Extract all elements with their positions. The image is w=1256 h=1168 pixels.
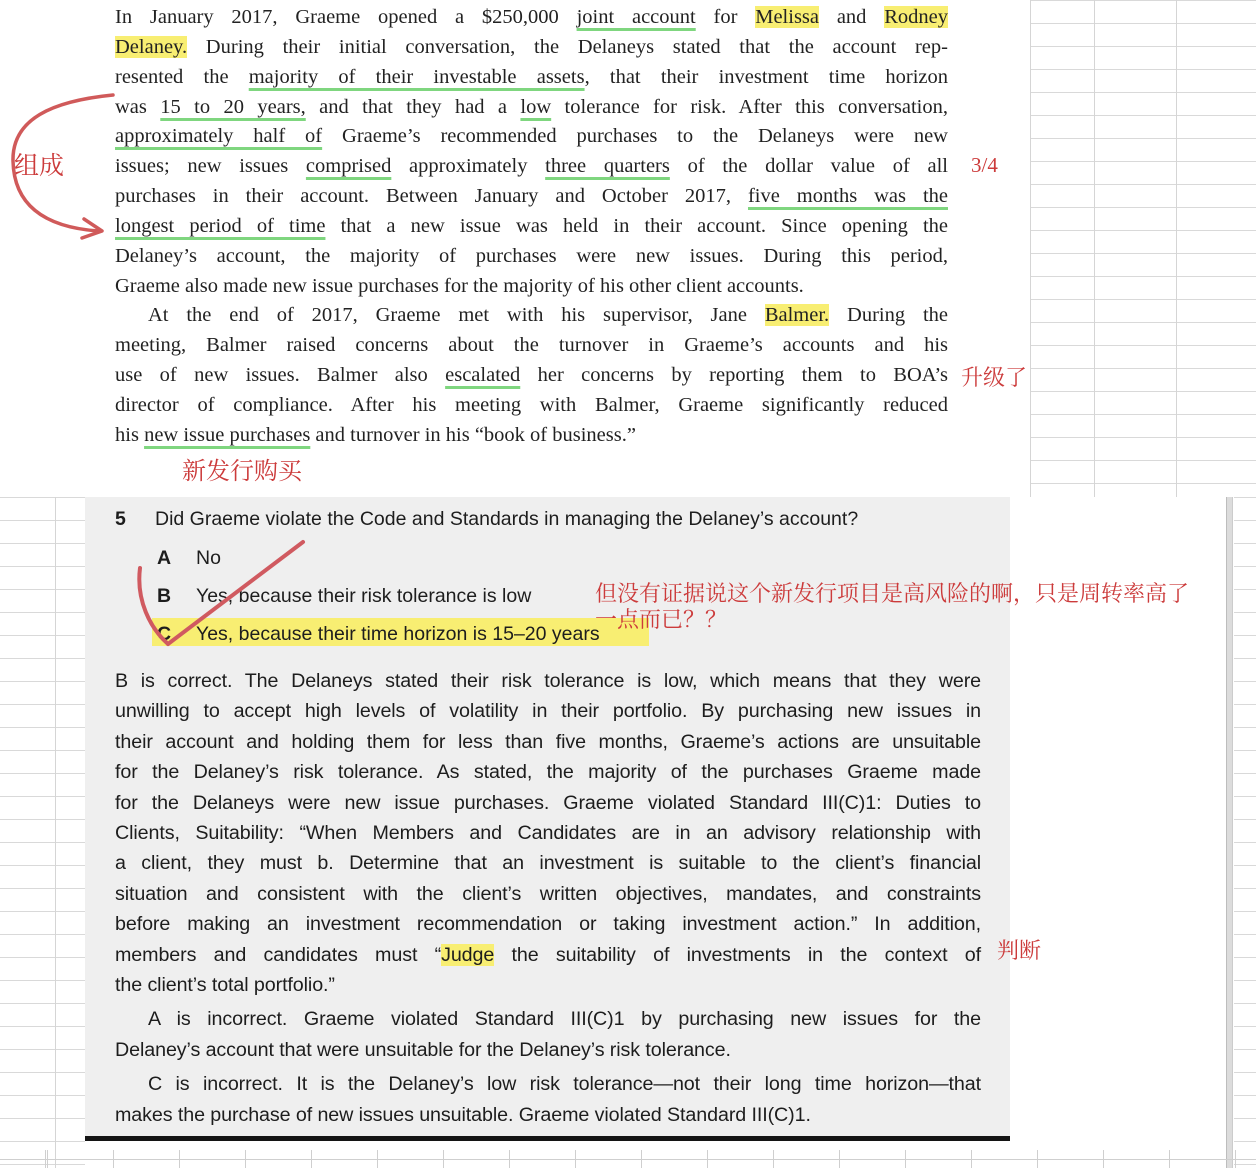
text-line: B is correct. The Delaneys stated their risk tolerance is low, which means that they were [115, 670, 981, 692]
text-line: for the Delaney’s risk tolerance. As stated, the majority of the purchases Graeme made [115, 761, 981, 784]
annotation-shengjile: 升级了 [961, 365, 1028, 390]
text-line: members and candidates must “Judge the suitability of investments in the context of [115, 943, 981, 966]
option-text: No [196, 547, 221, 569]
text-line: their account and holding them for less than five months, Graeme’s actions are unsuitable [115, 730, 981, 753]
option-letter: C [157, 623, 172, 645]
text-line: Delaney. During their initial conversation, the Delaneys stated that the account rep- [115, 35, 948, 58]
text-line: A is incorrect. Graeme violated Standard III(C)1 by purchasing new issues for the [148, 1008, 981, 1031]
text-line: At the end of 2017, Graeme met with his supervisor, Jane Balmer. During the [148, 304, 948, 327]
annotation-xinfaxing: 新发行购买 [182, 458, 302, 485]
annotation-comment-line2: 一点而已？？ [595, 607, 728, 632]
grid-column-line [1094, 0, 1095, 497]
text-line: use of new issues. Balmer also escalated her concerns by reporting them to BOA’s [115, 364, 948, 387]
grid-column-line [55, 497, 56, 1168]
text-line: the client’s total portfolio.” [115, 974, 335, 997]
handdrawn-bracket-arrow [0, 85, 130, 250]
text-line: longest period of time that a new issue was held in their account. Since opening the [115, 214, 948, 237]
text-line: director of compliance. After his meeting with Balmer, Graeme significantly reduced [115, 393, 948, 416]
text-line: resented the majority of their investable assets, that their investment time horizon [115, 65, 948, 88]
option-letter: B [157, 585, 172, 607]
grid-column-line [1176, 0, 1177, 497]
passage-paragraph-2 [115, 301, 948, 450]
question-text: Did Graeme violate the Code and Standards in managing the Delaney’s account? [155, 508, 859, 530]
handdrawn-checkmark [125, 528, 315, 653]
explanation-paragraph-b [115, 666, 981, 1000]
text-line: C is incorrect. It is the Delaney’s low risk tolerance—not their long time horizon—that [148, 1073, 981, 1096]
option-text: Yes, because their time horizon is 15–20 years [196, 623, 600, 645]
explanation-paragraph-a [115, 1004, 981, 1065]
text-line: Delaney’s account, the majority of purchases were new issues. During this period, [115, 244, 948, 267]
text-line: purchases in their account. Between January and October 2017, five months was the [115, 185, 948, 208]
passage [115, 3, 948, 451]
annotation-comment-line1: 但没有证据说这个新发行项目是高风险的啊，只是周转率高了 [595, 581, 1190, 606]
text-line: Clients, Suitability: “When Members and Candidates are in an advisory relationship with [115, 822, 981, 845]
text-line: Graeme also made new issue purchases for the majority of his other client accounts. [115, 274, 804, 297]
text-line: for the Delaneys were new issue purchases. Graeme violated Standard III(C)1: Duties to [115, 791, 981, 814]
text-line: before making an investment recommendation or taking investment action.” In addition, [115, 913, 981, 936]
option-letter: A [157, 547, 172, 569]
text-line: a client, they must b. Determine that an investment is suitable to the client’s financial [115, 852, 981, 875]
text-line: was 15 to 20 years, and that they had a low tolerance for risk. After this conversation, [115, 95, 948, 118]
text-line: Delaney’s account that were unsuitable for the Delaney’s risk tolerance. [115, 1038, 731, 1061]
annotation-zucheng: 组成 [14, 152, 65, 180]
text-line: his new issue purchases and turnover in his “book of business.” [115, 423, 636, 446]
explanation-paragraph-c [115, 1069, 981, 1130]
grid-column-ticks [0, 1150, 1256, 1168]
annotation-panduan: 判断 [997, 938, 1042, 963]
text-line: meeting, Balmer raised concerns about the turnover in Graeme’s accounts and his [115, 334, 948, 357]
text-line: unwilling to accept high levels of volatility in their portfolio. By purchasing new issues in [115, 700, 981, 723]
annotation-comment [595, 581, 1245, 633]
passage-paragraph-1 [115, 3, 948, 301]
question-number: 5 [115, 508, 126, 530]
text-line: situation and consistent with the client’s written objectives, mandates, and constraints [115, 882, 981, 905]
passage-page [0, 0, 1030, 497]
text-line: In January 2017, Graeme opened a $250,000 joint account for Melissa and Rodney [115, 6, 948, 28]
text-line: makes the purchase of new issues unsuitable. Graeme violated Standard III(C)1. [115, 1103, 811, 1126]
text-line: approximately half of Graeme’s recommended purchases to the Delaneys were new [115, 125, 948, 148]
spreadsheet-grid-left [0, 497, 85, 1168]
option-text: Yes, because their risk tolerance is low [196, 585, 532, 607]
annotation-three-quarters: 3/4 [971, 153, 998, 177]
spreadsheet-grid-top-right [1030, 0, 1256, 497]
explanation [115, 666, 981, 1130]
text-line: issues; new issues comprised approximately three quarters of the dollar value of all [115, 155, 948, 178]
